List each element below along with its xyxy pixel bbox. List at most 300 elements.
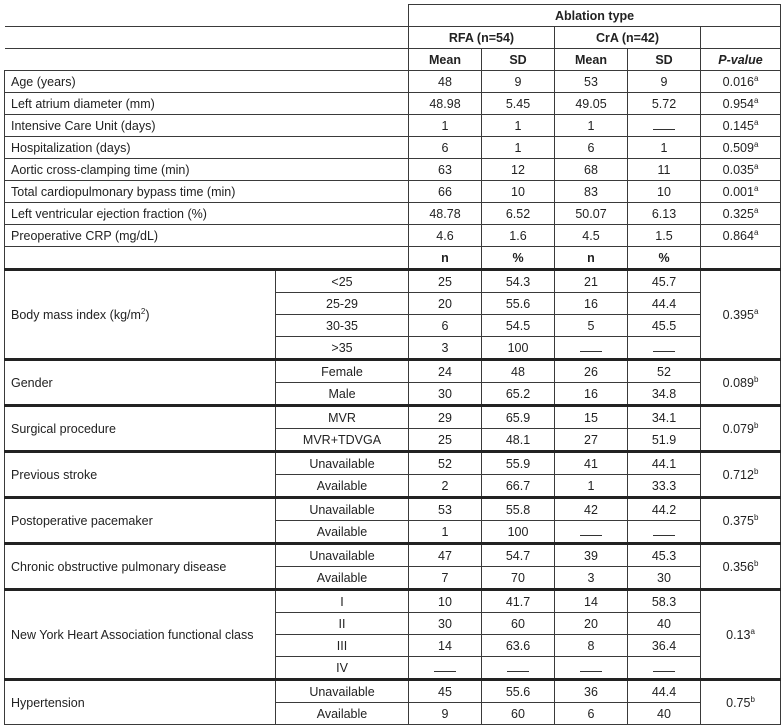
rfa-sd-cell-text: 1 (514, 118, 522, 133)
missing-value-dash (653, 526, 675, 536)
footnote-marker: a (753, 73, 759, 83)
p-value-cell (701, 406, 781, 452)
rfa-pct-cell (482, 703, 555, 725)
subcategory-label-text: Female (321, 364, 363, 379)
rfa-pct-cell (482, 406, 555, 429)
group-label-end: ) (145, 307, 150, 322)
rfa-sd-cell (482, 93, 555, 115)
rfa-n-cell (409, 613, 482, 635)
p-value-cell-text: 0.325 (722, 206, 754, 221)
rfa-mean-cell-text: 48.98 (429, 96, 461, 111)
rfa-n-cell-text: 25 (438, 432, 452, 447)
cra-pct-cell (628, 406, 701, 429)
p-value-cell-text: 0.145 (722, 118, 754, 133)
p-value-cell-text: 0.079 (722, 421, 754, 436)
variable-label-text: Preoperative CRP (mg/dL) (11, 228, 159, 243)
rfa-pct-cell (482, 521, 555, 544)
p-value-cell (701, 203, 781, 225)
rfa-sd-cell (482, 203, 555, 225)
subcategory-label-text: Available (316, 570, 368, 585)
footnote-marker: a (750, 626, 755, 636)
subcategory-label (276, 429, 409, 452)
cra-pct-cell (628, 383, 701, 406)
cra-n-cell (555, 293, 628, 315)
footnote-marker: b (750, 694, 755, 704)
continuous-row (5, 203, 781, 225)
missing-value-dash (580, 342, 602, 352)
subcategory-label-text: III (336, 638, 348, 653)
rfa-pct-cell (482, 360, 555, 383)
cra-pct-cell-text: 44.4 (651, 684, 677, 699)
rfa-pct-cell-text: 65.2 (505, 386, 531, 401)
cra-mean-cell (555, 159, 628, 181)
rfa-pct-header (482, 247, 555, 270)
p-value-cell-text: 0.089 (722, 375, 754, 390)
cra-n-cell-text: 5 (587, 318, 595, 333)
categorical-row (5, 406, 781, 429)
cra-pct-cell (628, 680, 701, 703)
footnote-marker: a (753, 306, 759, 316)
subcategory-label-text: MVR+TDVGA (302, 432, 382, 447)
group-label (5, 360, 276, 406)
rfa-n-cell-text: 10 (438, 594, 452, 609)
group-label (5, 452, 276, 498)
variable-label (5, 159, 409, 181)
variable-label (5, 137, 409, 159)
subcategory-label (276, 315, 409, 337)
subcategory-label (276, 567, 409, 590)
header-blank (701, 27, 781, 49)
subcategory-label-text: >35 (331, 340, 353, 355)
rfa-n-cell (409, 406, 482, 429)
subcategory-label-text: I (340, 594, 344, 609)
subcategory-label (276, 337, 409, 360)
rfa-n-cell-text: 14 (438, 638, 452, 653)
cra-n-cell-text: 41 (584, 456, 598, 471)
continuous-row (5, 93, 781, 115)
subcategory-label-text: Available (316, 478, 368, 493)
subcategory-label (276, 498, 409, 521)
rfa-n-cell-text: 24 (438, 364, 452, 379)
cra-sd-cell (628, 115, 701, 137)
p-value-cell (701, 270, 781, 360)
p-value-cell-text: 0.954 (722, 96, 754, 111)
cra-pct-cell (628, 567, 701, 590)
missing-value-dash (653, 662, 675, 672)
cra-mean-cell (555, 71, 628, 93)
cra-mean-cell (555, 93, 628, 115)
rfa-pct-cell (482, 567, 555, 590)
cra-pct-cell-text: 40 (657, 706, 671, 721)
subcategory-label (276, 635, 409, 657)
rfa-pct-cell-text: 60 (511, 706, 525, 721)
rfa-mean-cell (409, 115, 482, 137)
rfa-n-cell (409, 635, 482, 657)
rfa-pct-cell-text: 55.9 (505, 456, 531, 471)
cra-mean-header: Mean (555, 49, 628, 71)
rfa-pct-cell-text: 55.8 (505, 502, 531, 517)
rfa-n-cell-text: 47 (438, 548, 452, 563)
cra-pct-cell-text: 34.8 (651, 386, 677, 401)
rfa-n-header-text: n (441, 250, 449, 265)
cra-n-header (555, 247, 628, 270)
rfa-mean-cell-text: 6 (441, 140, 449, 155)
footnote-marker: b (753, 374, 759, 384)
cra-pct-cell-text: 33.3 (651, 478, 677, 493)
cra-sd-header: SD (628, 49, 701, 71)
cra-pct-cell (628, 590, 701, 613)
footnote-marker: b (753, 466, 759, 476)
p-value-cell-text: 0.016 (722, 74, 754, 89)
cra-n-cell (555, 613, 628, 635)
group-label (5, 270, 276, 360)
categorical-row (5, 270, 781, 293)
ablation-type-header: Ablation type (409, 5, 781, 27)
cra-n-cell (555, 429, 628, 452)
cra-pct-cell-text: 44.2 (651, 502, 677, 517)
cra-pct-cell-text: 30 (657, 570, 671, 585)
cra-pct-cell-text: 44.4 (651, 296, 677, 311)
cra-mean-cell-text: 49.05 (575, 96, 607, 111)
group-label-text: Chronic obstructive pulmonary disease (11, 559, 227, 574)
rfa-mean-header: Mean (409, 49, 482, 71)
footnote-marker: 2 (140, 306, 146, 316)
rfa-sd-cell (482, 181, 555, 203)
group-label (5, 680, 276, 725)
cra-sd-cell-text: 1.5 (655, 228, 673, 243)
rfa-mean-cell (409, 159, 482, 181)
cra-n-cell (555, 406, 628, 429)
cra-n-cell (555, 521, 628, 544)
rfa-sd-cell-text: 1 (514, 140, 522, 155)
cra-n-cell-text: 3 (587, 570, 595, 585)
cra-pct-cell-text: 58.3 (651, 594, 677, 609)
cra-mean-cell-text: 53 (584, 74, 598, 89)
footnote-marker: a (753, 227, 759, 237)
continuous-row (5, 71, 781, 93)
subcategory-label (276, 703, 409, 725)
rfa-sd-cell-text: 10 (511, 184, 525, 199)
cra-sd-cell-text: 10 (657, 184, 671, 199)
cra-pct-cell (628, 315, 701, 337)
cra-n-cell (555, 475, 628, 498)
subcategory-label (276, 360, 409, 383)
p-value-cell (701, 680, 781, 725)
p-value-cell (701, 159, 781, 181)
rfa-sd-cell-text: 9 (514, 74, 522, 89)
subcategory-label-text: 30-35 (326, 318, 358, 333)
rfa-pct-cell (482, 315, 555, 337)
missing-value-dash (653, 120, 675, 130)
cra-sd-cell (628, 93, 701, 115)
group-label-text: Previous stroke (11, 467, 98, 482)
rfa-sd-header: SD (482, 49, 555, 71)
rfa-pct-cell (482, 429, 555, 452)
rfa-n-cell (409, 452, 482, 475)
rfa-pct-cell-text: 54.5 (505, 318, 531, 333)
subcategory-label-text: Unavailable (309, 502, 375, 517)
rfa-n-cell (409, 270, 482, 293)
header-blank (5, 49, 409, 71)
subcategory-label (276, 544, 409, 567)
cra-n-cell-text: 1 (587, 478, 595, 493)
rfa-n-cell (409, 293, 482, 315)
cra-pct-cell-text: 36.4 (651, 638, 677, 653)
cra-mean-cell (555, 137, 628, 159)
rfa-pct-cell-text: 66.7 (505, 478, 531, 493)
cra-mean-cell-text: 50.07 (575, 206, 607, 221)
cra-pct-cell (628, 521, 701, 544)
p-value-cell-text: 0.712 (722, 467, 754, 482)
cra-sd-cell-text: 9 (660, 74, 668, 89)
footnote-marker: b (753, 420, 759, 430)
subcategory-label-text: Unavailable (309, 684, 375, 699)
rfa-n-cell (409, 315, 482, 337)
rfa-n-cell-text: 30 (438, 616, 452, 631)
cra-pct-cell (628, 498, 701, 521)
categorical-row (5, 590, 781, 613)
cra-n-cell-text: 21 (584, 274, 598, 289)
rfa-pct-cell (482, 270, 555, 293)
cra-n-cell (555, 590, 628, 613)
cra-mean-cell (555, 115, 628, 137)
rfa-pct-cell (482, 590, 555, 613)
subcategory-label-text: 25-29 (326, 296, 358, 311)
cra-pct-cell (628, 613, 701, 635)
p-value-cell (701, 115, 781, 137)
categorical-row (5, 360, 781, 383)
cra-sd-cell (628, 137, 701, 159)
rfa-pct-header-text: % (512, 250, 524, 265)
cra-n-cell (555, 315, 628, 337)
cra-pct-cell (628, 657, 701, 680)
cra-pct-cell-text: 52 (657, 364, 671, 379)
variable-label (5, 93, 409, 115)
subcategory-label (276, 590, 409, 613)
p-value-cell-text: 0.395 (722, 307, 754, 322)
categorical-row (5, 544, 781, 567)
p-value-cell-text: 0.864 (722, 228, 754, 243)
group-label (5, 544, 276, 590)
rfa-mean-cell-text: 48 (438, 74, 452, 89)
p-value-cell (701, 93, 781, 115)
cra-mean-cell (555, 225, 628, 247)
cra-n-cell (555, 680, 628, 703)
categorical-row (5, 498, 781, 521)
cra-mean-cell-text: 4.5 (582, 228, 600, 243)
cra-n-cell (555, 383, 628, 406)
rfa-pct-cell-text: 100 (507, 340, 529, 355)
rfa-pct-cell-text: 55.6 (505, 296, 531, 311)
rfa-n-cell-text: 20 (438, 296, 452, 311)
rfa-mean-cell (409, 181, 482, 203)
cra-mean-cell (555, 181, 628, 203)
rfa-n-cell (409, 567, 482, 590)
subcategory-label (276, 270, 409, 293)
subheader-blank (5, 247, 409, 270)
p-value-cell (701, 360, 781, 406)
categorical-row (5, 452, 781, 475)
cra-n-cell (555, 337, 628, 360)
variable-label (5, 71, 409, 93)
cra-n-cell (555, 452, 628, 475)
cra-sd-cell-text: 1 (660, 140, 668, 155)
cra-sd-cell (628, 203, 701, 225)
rfa-sd-cell (482, 225, 555, 247)
cra-pct-cell (628, 360, 701, 383)
rfa-n-cell-text: 7 (441, 570, 449, 585)
cra-pct-header (628, 247, 701, 270)
cra-n-cell-text: 6 (587, 706, 595, 721)
cra-n-cell (555, 360, 628, 383)
rfa-n-cell-text: 25 (438, 274, 452, 289)
footnote-marker: a (753, 117, 759, 127)
cra-n-cell (555, 567, 628, 590)
cra-pct-cell (628, 293, 701, 315)
rfa-sd-cell-text: 12 (511, 162, 525, 177)
rfa-pct-cell (482, 475, 555, 498)
continuous-row (5, 181, 781, 203)
cra-n-cell-text: 15 (584, 410, 598, 425)
rfa-sd-cell (482, 159, 555, 181)
subcategory-label (276, 383, 409, 406)
cra-n-cell (555, 270, 628, 293)
header-blank (5, 5, 409, 27)
rfa-sd-cell-text: 6.52 (505, 206, 531, 221)
rfa-pct-cell-text: 41.7 (505, 594, 531, 609)
p-value-cell-text: 0.001 (722, 184, 754, 199)
footnote-marker: a (753, 205, 759, 215)
rfa-pct-cell-text: 54.3 (505, 274, 531, 289)
subcategory-label (276, 406, 409, 429)
p-value-cell (701, 71, 781, 93)
cra-pct-cell (628, 270, 701, 293)
subcategory-label-text: <25 (331, 274, 353, 289)
variable-label-text: Aortic cross-clamping time (min) (11, 162, 190, 177)
cra-n-cell (555, 498, 628, 521)
rfa-n-cell (409, 383, 482, 406)
rfa-mean-cell-text: 66 (438, 184, 452, 199)
missing-value-dash (580, 526, 602, 536)
variable-label-text: Intensive Care Unit (days) (11, 118, 156, 133)
cra-sd-cell (628, 159, 701, 181)
subcategory-label (276, 475, 409, 498)
rfa-n-cell-text: 30 (438, 386, 452, 401)
cra-n-cell-text: 36 (584, 684, 598, 699)
cra-sd-cell-text: 6.13 (651, 206, 677, 221)
cra-pct-cell-text: 44.1 (651, 456, 677, 471)
cra-n-cell (555, 703, 628, 725)
cra-header: CrA (n=42) (555, 27, 701, 49)
p-value-cell (701, 544, 781, 590)
categorical-row (5, 680, 781, 703)
rfa-n-cell-text: 9 (441, 706, 449, 721)
cra-mean-cell-text: 1 (587, 118, 595, 133)
rfa-sd-cell-text: 5.45 (505, 96, 531, 111)
rfa-n-cell (409, 590, 482, 613)
rfa-mean-cell (409, 93, 482, 115)
p-value-cell-text: 0.375 (722, 513, 754, 528)
rfa-pct-cell (482, 498, 555, 521)
continuous-row (5, 137, 781, 159)
header-row-3 (5, 49, 781, 71)
rfa-mean-cell (409, 225, 482, 247)
rfa-sd-cell (482, 71, 555, 93)
cra-pct-cell (628, 475, 701, 498)
rfa-pct-cell (482, 635, 555, 657)
variable-label (5, 181, 409, 203)
rfa-pct-cell-text: 55.6 (505, 684, 531, 699)
cra-pct-cell (628, 703, 701, 725)
subcategory-label (276, 680, 409, 703)
cra-sd-cell-text: 11 (657, 162, 671, 177)
footnote-marker: a (753, 139, 759, 149)
rfa-n-cell (409, 360, 482, 383)
rfa-n-cell-text: 3 (441, 340, 449, 355)
group-label-text: Gender (11, 375, 53, 390)
rfa-pct-cell-text: 48 (511, 364, 525, 379)
missing-value-dash (507, 662, 529, 672)
rfa-n-cell-text: 1 (441, 524, 449, 539)
cra-n-cell (555, 635, 628, 657)
subcategory-label-text: MVR (328, 410, 356, 425)
subheader-blank (701, 247, 781, 270)
cra-mean-cell-text: 83 (584, 184, 598, 199)
cra-pct-cell (628, 544, 701, 567)
rfa-pct-cell-text: 63.6 (505, 638, 531, 653)
rfa-n-cell (409, 521, 482, 544)
subcategory-label (276, 293, 409, 315)
rfa-pct-cell (482, 680, 555, 703)
variable-label-text: Age (years) (11, 74, 76, 89)
cra-pct-cell (628, 337, 701, 360)
footnote-marker: a (753, 95, 759, 105)
cra-n-cell-text: 39 (584, 548, 598, 563)
subcategory-label (276, 613, 409, 635)
p-value-cell (701, 452, 781, 498)
cra-sd-cell (628, 225, 701, 247)
rfa-pct-cell (482, 383, 555, 406)
variable-label (5, 225, 409, 247)
subcategory-label-text: Unavailable (309, 456, 375, 471)
p-value-cell (701, 498, 781, 544)
variable-label-text: Total cardiopulmonary bypass time (min) (11, 184, 236, 199)
cra-sd-cell (628, 181, 701, 203)
rfa-pct-cell-text: 60 (511, 616, 525, 631)
rfa-n-cell (409, 498, 482, 521)
variable-label-text: Hospitalization (days) (11, 140, 131, 155)
rfa-pct-cell (482, 544, 555, 567)
subcategory-label (276, 521, 409, 544)
ablation-table (4, 4, 781, 725)
group-label-text: Surgical procedure (11, 421, 116, 436)
rfa-mean-cell-text: 63 (438, 162, 452, 177)
cra-pct-cell (628, 635, 701, 657)
p-value-cell (701, 181, 781, 203)
p-value-cell (701, 225, 781, 247)
rfa-sd-cell (482, 115, 555, 137)
rfa-n-cell-text: 52 (438, 456, 452, 471)
subcategory-label-text: Available (316, 524, 368, 539)
cra-n-cell-text: 14 (584, 594, 598, 609)
rfa-n-cell-text: 45 (438, 684, 452, 699)
rfa-n-cell (409, 680, 482, 703)
footnote-marker: a (753, 183, 759, 193)
rfa-pct-cell-text: 48.1 (505, 432, 531, 447)
rfa-n-cell-text: 29 (438, 410, 452, 425)
rfa-n-cell (409, 475, 482, 498)
cra-pct-cell-text: 34.1 (651, 410, 677, 425)
